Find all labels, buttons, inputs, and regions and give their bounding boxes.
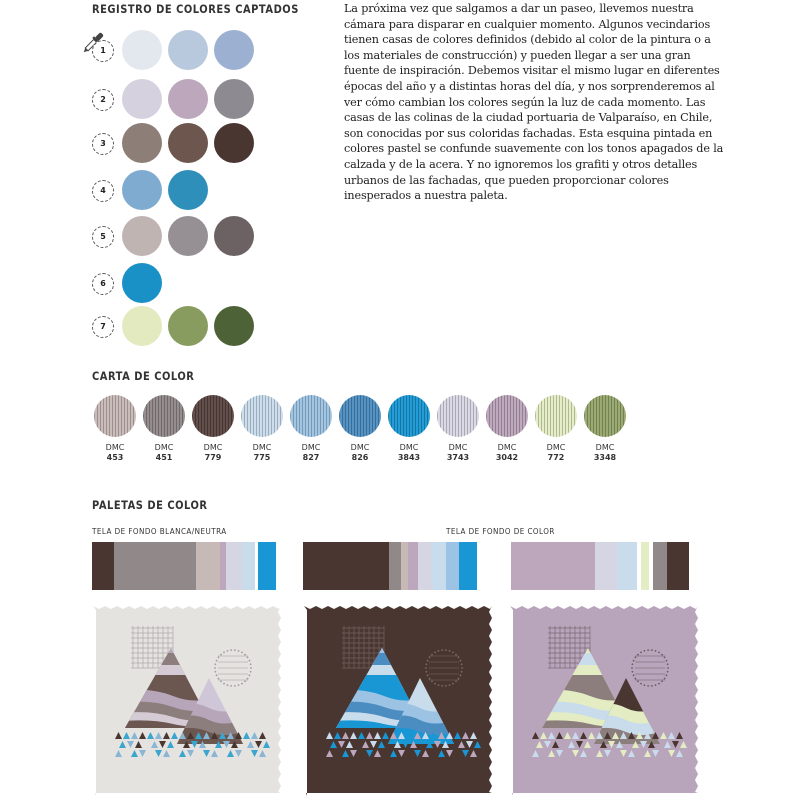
thread-label: DMC 3348: [593, 443, 617, 462]
palette-segment: [667, 542, 689, 590]
color-swatch: [214, 30, 254, 70]
palette-segment: [196, 542, 220, 590]
palette-segment: [226, 542, 242, 590]
palette-bar-3: [511, 542, 689, 590]
color-swatch: [122, 79, 162, 119]
neutral-fabric-label: TELA DE FONDO BLANCA/NEUTRA: [92, 527, 227, 536]
thread-swatch-779: [192, 395, 234, 463]
color-row-6: [92, 263, 292, 305]
thread-ball: [94, 395, 136, 437]
registro-heading: REGISTRO DE COLORES CAPTADOS: [92, 2, 299, 16]
row-number-badge: 4: [92, 180, 114, 202]
color-swatch: [168, 123, 208, 163]
row-number-badge: 7: [92, 316, 114, 338]
color-swatch: [168, 30, 208, 70]
thread-label: DMC 3743: [446, 443, 470, 462]
color-swatch: [168, 216, 208, 256]
thread-label: DMC 772: [546, 443, 566, 462]
thread-label: DMC 826: [350, 443, 370, 462]
color-row-2: [92, 79, 292, 121]
thread-label: DMC 827: [301, 443, 321, 462]
thread-swatch-3348: [584, 395, 626, 463]
palette-segment: [92, 542, 114, 590]
color-row-7: [92, 306, 292, 348]
palette-segment: [446, 542, 459, 590]
color-swatch: [168, 306, 208, 346]
thread-ball: [388, 395, 430, 437]
thread-swatch-3843: [388, 395, 430, 463]
thread-ball: [584, 395, 626, 437]
thread-swatch-453: [94, 395, 136, 463]
quilt-3: [510, 606, 698, 796]
palette-bar-2: [303, 542, 477, 590]
palette-segment: [408, 542, 418, 590]
quilt-2: [304, 606, 492, 796]
color-swatch: [122, 216, 162, 256]
palette-segment: [459, 542, 477, 590]
thread-swatch-827: [290, 395, 332, 463]
palette-segment: [653, 542, 667, 590]
color-row-4: [92, 170, 292, 212]
intro-paragraph: La próxima vez que salgamos a dar un paseo, llevemos nuestra cámara para disparar en cualquier momento. Algunos vecindarios tienen casas de colores definidos (debido al color de la pintura o a los materiales de construcción) y pueden llegar a ser una gran fuente de inspiración. Debemos visitar el mismo lugar en diferentes épocas del año y a distintas horas del día, y nos sorprenderemos al ver cómo cambian los colores según la luz de cada momento. Las casas de las colinas de la ciudad portuaria de Valparaíso, en Chile, son conocidas por sus coloridas fachadas. Esta esquina pintada en colores pastel se confunde suavemente con los tonos apagados de la calzada y de la acera. Y no ignoremos los grafiti y otros detalles urbanos de las fachadas, que pueden proporcionar colores inesperados a nuestra paleta.: [344, 2, 724, 203]
palette-segment: [617, 542, 637, 590]
color-swatch: [168, 170, 208, 210]
thread-swatch-826: [339, 395, 381, 463]
color-swatch: [214, 306, 254, 346]
color-swatch: [122, 306, 162, 346]
thread-label: DMC 3843: [397, 443, 421, 462]
thread-swatch-775: [241, 395, 283, 463]
palette-segment: [418, 542, 432, 590]
color-swatch: [122, 30, 162, 70]
paletas-heading: PALETAS DE COLOR: [92, 498, 208, 512]
palette-segment: [401, 542, 408, 590]
thread-label: DMC 775: [252, 443, 272, 462]
color-swatch: [122, 263, 162, 303]
palette-segment: [258, 542, 276, 590]
thread-ball: [241, 395, 283, 437]
row-number-badge: 5: [92, 226, 114, 248]
thread-swatch-772: [535, 395, 577, 463]
thread-label: DMC 451: [154, 443, 174, 462]
thread-ball: [437, 395, 479, 437]
color-swatch: [168, 79, 208, 119]
thread-label: DMC 779: [203, 443, 223, 462]
palette-bar-1: [92, 542, 276, 590]
color-fabric-label: TELA DE FONDO DE COLOR: [446, 527, 555, 536]
row-number-badge: 3: [92, 133, 114, 155]
color-swatch: [122, 170, 162, 210]
thread-swatch-3042: [486, 395, 528, 463]
color-row-3: [92, 123, 292, 165]
row-number-badge: 6: [92, 273, 114, 295]
thread-ball: [192, 395, 234, 437]
palette-segment: [511, 542, 595, 590]
palette-segment: [432, 542, 446, 590]
carta-heading: CARTA DE COLOR: [92, 369, 195, 383]
color-swatch: [214, 79, 254, 119]
thread-ball: [535, 395, 577, 437]
quilt-illustrations: [0, 600, 800, 800]
thread-ball: [290, 395, 332, 437]
color-swatch: [214, 123, 254, 163]
row-number-badge: 2: [92, 89, 114, 111]
palette-segment: [303, 542, 389, 590]
palette-segment: [114, 542, 196, 590]
color-swatch: [122, 123, 162, 163]
thread-swatch-3743: [437, 395, 479, 463]
color-row-1: [92, 30, 292, 72]
palette-segment: [242, 542, 255, 590]
thread-ball: [143, 395, 185, 437]
thread-ball: [339, 395, 381, 437]
quilt-1: [93, 606, 281, 796]
color-swatch: [214, 216, 254, 256]
thread-label: DMC 3042: [495, 443, 519, 462]
thread-ball: [486, 395, 528, 437]
palette-segment: [641, 542, 649, 590]
row-number-badge: 1: [92, 40, 114, 62]
thread-label: DMC 453: [105, 443, 125, 462]
thread-swatch-451: [143, 395, 185, 463]
palette-segment: [595, 542, 617, 590]
color-row-5: [92, 216, 292, 258]
palette-segment: [389, 542, 401, 590]
